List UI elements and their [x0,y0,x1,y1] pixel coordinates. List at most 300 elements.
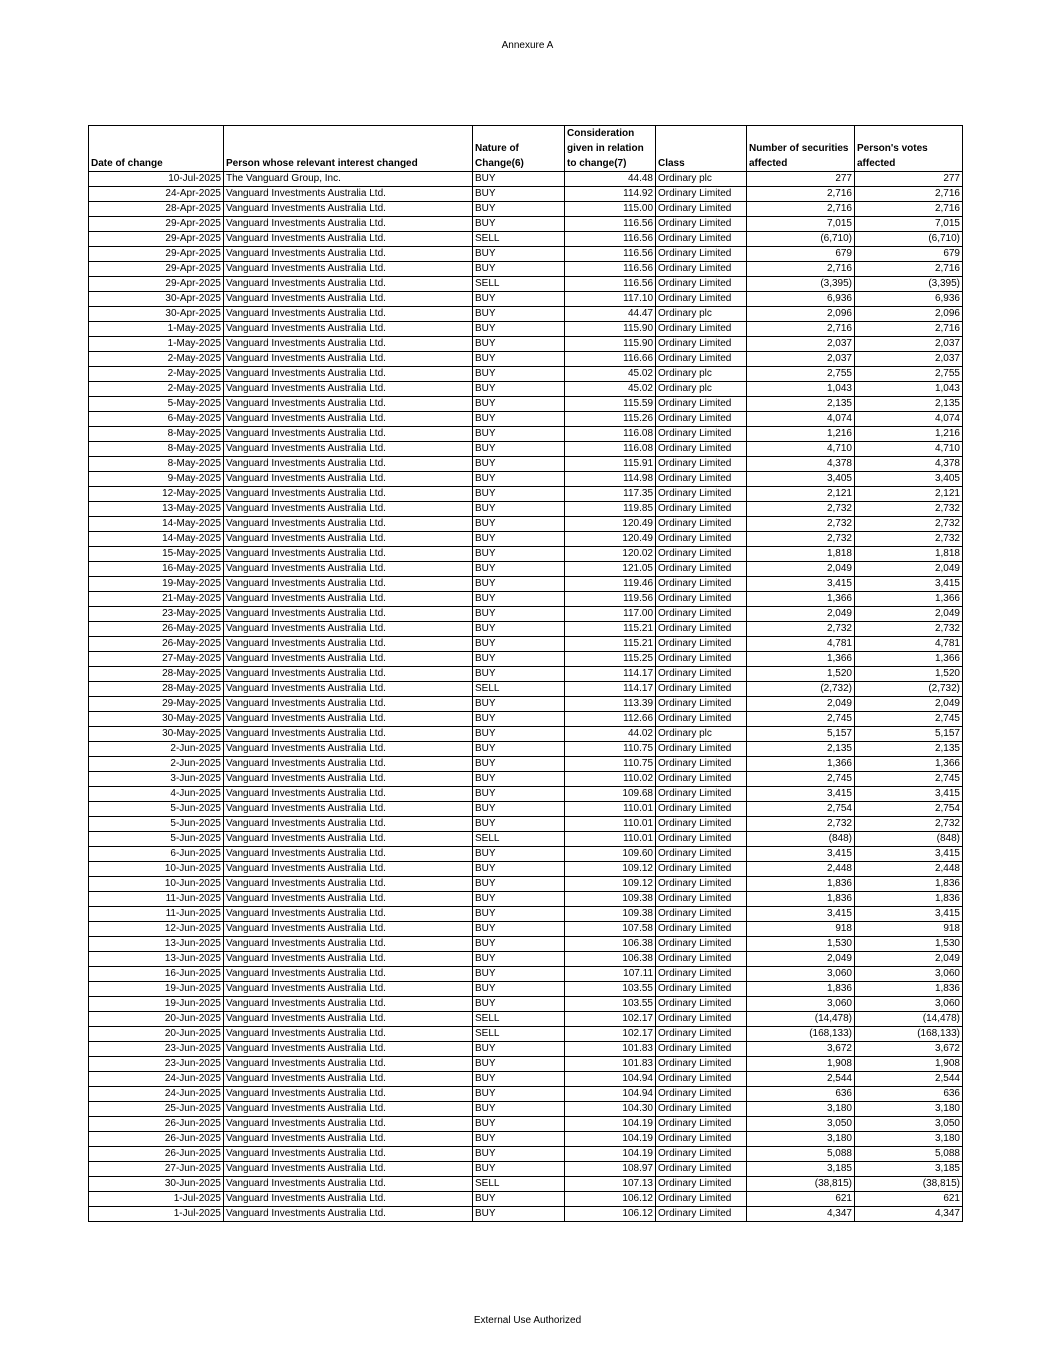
table-row [89,472,963,487]
nature-cell: BUY [473,307,565,322]
table-row [89,517,963,532]
votes-cell: 2,716 [855,202,963,217]
securities-cell: 1,366 [747,592,855,607]
table-row [89,577,963,592]
consideration-cell: 110.01 [565,802,656,817]
votes-cell: 2,716 [855,187,963,202]
nature-cell: SELL [473,1027,565,1042]
nature-cell: BUY [473,742,565,757]
person-cell: Vanguard Investments Australia Ltd. [224,442,473,457]
date-cell: 30-Apr-2025 [89,307,224,322]
person-cell: Vanguard Investments Australia Ltd. [224,862,473,877]
consideration-cell: 112.66 [565,712,656,727]
votes-cell: 1,836 [855,982,963,997]
person-cell: Vanguard Investments Australia Ltd. [224,712,473,727]
person-cell: Vanguard Investments Australia Ltd. [224,1057,473,1072]
nature-cell: BUY [473,907,565,922]
class-cell: Ordinary Limited [656,997,747,1012]
consideration-cell: 106.38 [565,937,656,952]
consideration-cell: 114.98 [565,472,656,487]
votes-cell: 2,135 [855,397,963,412]
votes-cell: 3,180 [855,1132,963,1147]
consideration-cell: 106.12 [565,1207,656,1222]
votes-cell: 1,520 [855,667,963,682]
class-cell: Ordinary Limited [656,322,747,337]
nature-cell: BUY [473,1207,565,1222]
class-cell: Ordinary Limited [656,547,747,562]
consideration-cell: 114.17 [565,667,656,682]
class-cell: Ordinary Limited [656,622,747,637]
securities-cell: 2,745 [747,772,855,787]
securities-cell: 2,732 [747,817,855,832]
class-cell: Ordinary Limited [656,907,747,922]
table-row [89,322,963,337]
person-cell: Vanguard Investments Australia Ltd. [224,1147,473,1162]
date-cell: 30-May-2025 [89,712,224,727]
consideration-cell: 103.55 [565,982,656,997]
consideration-cell: 115.25 [565,652,656,667]
class-cell: Ordinary Limited [656,817,747,832]
person-cell: Vanguard Investments Australia Ltd. [224,457,473,472]
votes-cell: 2,732 [855,502,963,517]
securities-cell: 918 [747,922,855,937]
nature-cell: BUY [473,292,565,307]
class-cell: Ordinary Limited [656,652,747,667]
votes-cell: 3,050 [855,1117,963,1132]
nature-cell: BUY [473,217,565,232]
votes-cell: 1,043 [855,382,963,397]
date-cell: 16-May-2025 [89,562,224,577]
table-row [89,712,963,727]
column-header-person: Person whose relevant interest changed [224,126,473,172]
votes-cell: 5,088 [855,1147,963,1162]
securities-cell: (14,478) [747,1012,855,1027]
class-cell: Ordinary Limited [656,607,747,622]
votes-cell: 4,781 [855,637,963,652]
securities-cell: 621 [747,1192,855,1207]
person-cell: Vanguard Investments Australia Ltd. [224,412,473,427]
person-cell: Vanguard Investments Australia Ltd. [224,952,473,967]
date-cell: 15-May-2025 [89,547,224,562]
table-row [89,1072,963,1087]
person-cell: Vanguard Investments Australia Ltd. [224,697,473,712]
table-row [89,772,963,787]
securities-cell: 3,050 [747,1117,855,1132]
nature-cell: BUY [473,847,565,862]
date-cell: 10-Jun-2025 [89,877,224,892]
person-cell: Vanguard Investments Australia Ltd. [224,397,473,412]
consideration-cell: 115.91 [565,457,656,472]
nature-cell: BUY [473,622,565,637]
securities-cell: 1,366 [747,757,855,772]
table-body [89,172,963,1222]
nature-cell: BUY [473,1162,565,1177]
person-cell: Vanguard Investments Australia Ltd. [224,487,473,502]
consideration-cell: 102.17 [565,1012,656,1027]
class-cell: Ordinary Limited [656,232,747,247]
securities-cell: 2,049 [747,562,855,577]
nature-cell: SELL [473,232,565,247]
person-cell: Vanguard Investments Australia Ltd. [224,427,473,442]
person-cell: Vanguard Investments Australia Ltd. [224,217,473,232]
date-cell: 27-Jun-2025 [89,1162,224,1177]
person-cell: Vanguard Investments Australia Ltd. [224,187,473,202]
class-cell: Ordinary Limited [656,397,747,412]
nature-cell: BUY [473,667,565,682]
securities-cell: 3,415 [747,907,855,922]
consideration-cell: 110.75 [565,742,656,757]
table-row [89,697,963,712]
securities-cell: 2,096 [747,307,855,322]
class-cell: Ordinary Limited [656,352,747,367]
table-row [89,952,963,967]
date-cell: 29-Apr-2025 [89,247,224,262]
consideration-cell: 120.49 [565,532,656,547]
date-cell: 5-Jun-2025 [89,817,224,832]
table-row [89,1027,963,1042]
date-cell: 10-Jun-2025 [89,862,224,877]
class-cell: Ordinary plc [656,172,747,187]
class-cell: Ordinary Limited [656,1057,747,1072]
person-cell: Vanguard Investments Australia Ltd. [224,757,473,772]
votes-cell: 1,366 [855,757,963,772]
consideration-cell: 104.19 [565,1132,656,1147]
securities-cell: (6,710) [747,232,855,247]
securities-cell: 2,716 [747,262,855,277]
nature-cell: BUY [473,427,565,442]
date-cell: 23-May-2025 [89,607,224,622]
table-row [89,412,963,427]
consideration-cell: 109.68 [565,787,656,802]
consideration-cell: 101.83 [565,1057,656,1072]
column-header-votes: Person's votes affected [855,126,963,172]
date-cell: 6-Jun-2025 [89,847,224,862]
date-cell: 6-May-2025 [89,412,224,427]
class-cell: Ordinary Limited [656,247,747,262]
table-row [89,922,963,937]
date-cell: 16-Jun-2025 [89,967,224,982]
consideration-cell: 106.12 [565,1192,656,1207]
votes-cell: 918 [855,922,963,937]
class-cell: Ordinary Limited [656,202,747,217]
securities-cell: 277 [747,172,855,187]
votes-cell: (14,478) [855,1012,963,1027]
consideration-cell: 104.30 [565,1102,656,1117]
votes-cell: 1,366 [855,592,963,607]
date-cell: 9-May-2025 [89,472,224,487]
class-cell: Ordinary Limited [656,847,747,862]
person-cell: Vanguard Investments Australia Ltd. [224,592,473,607]
consideration-cell: 121.05 [565,562,656,577]
person-cell: Vanguard Investments Australia Ltd. [224,997,473,1012]
person-cell: Vanguard Investments Australia Ltd. [224,1087,473,1102]
person-cell: Vanguard Investments Australia Ltd. [224,847,473,862]
table-row [89,502,963,517]
person-cell: Vanguard Investments Australia Ltd. [224,622,473,637]
table-row [89,202,963,217]
table-row [89,262,963,277]
date-cell: 5-Jun-2025 [89,802,224,817]
votes-cell: 3,060 [855,997,963,1012]
table-row [89,877,963,892]
securities-cell: 1,836 [747,877,855,892]
votes-cell: 2,121 [855,487,963,502]
class-cell: Ordinary Limited [656,772,747,787]
class-cell: Ordinary Limited [656,802,747,817]
nature-cell: BUY [473,562,565,577]
consideration-cell: 104.94 [565,1072,656,1087]
person-cell: Vanguard Investments Australia Ltd. [224,307,473,322]
date-cell: 14-May-2025 [89,532,224,547]
securities-cell: 2,716 [747,202,855,217]
nature-cell: SELL [473,277,565,292]
class-cell: Ordinary Limited [656,592,747,607]
consideration-cell: 114.92 [565,187,656,202]
votes-cell: 1,366 [855,652,963,667]
securities-cell: 2,755 [747,367,855,382]
nature-cell: BUY [473,322,565,337]
class-cell: Ordinary plc [656,727,747,742]
table-row [89,1162,963,1177]
securities-cell: 2,037 [747,337,855,352]
securities-cell: 1,366 [747,652,855,667]
securities-cell: 1,216 [747,427,855,442]
person-cell: Vanguard Investments Australia Ltd. [224,337,473,352]
date-cell: 11-Jun-2025 [89,892,224,907]
securities-cell: 636 [747,1087,855,1102]
class-cell: Ordinary Limited [656,1177,747,1192]
nature-cell: SELL [473,1012,565,1027]
date-cell: 10-Jul-2025 [89,172,224,187]
consideration-cell: 44.02 [565,727,656,742]
nature-cell: BUY [473,1192,565,1207]
consideration-cell: 116.56 [565,262,656,277]
person-cell: Vanguard Investments Australia Ltd. [224,202,473,217]
securities-cell: 2,732 [747,622,855,637]
votes-cell: 2,716 [855,262,963,277]
securities-cell: 2,716 [747,187,855,202]
date-cell: 1-May-2025 [89,337,224,352]
class-cell: Ordinary Limited [656,187,747,202]
date-cell: 27-May-2025 [89,652,224,667]
securities-cell: 2,732 [747,517,855,532]
table-row [89,967,963,982]
votes-cell: 2,544 [855,1072,963,1087]
table-row [89,232,963,247]
class-cell: Ordinary Limited [656,1102,747,1117]
nature-cell: BUY [473,1087,565,1102]
votes-cell: 2,049 [855,952,963,967]
date-cell: 2-Jun-2025 [89,742,224,757]
class-cell: Ordinary Limited [656,832,747,847]
date-cell: 14-May-2025 [89,517,224,532]
votes-cell: 4,074 [855,412,963,427]
nature-cell: BUY [473,172,565,187]
person-cell: Vanguard Investments Australia Ltd. [224,1072,473,1087]
table-row [89,217,963,232]
nature-cell: BUY [473,352,565,367]
date-cell: 2-May-2025 [89,382,224,397]
class-cell: Ordinary Limited [656,217,747,232]
consideration-cell: 117.00 [565,607,656,622]
class-cell: Ordinary Limited [656,262,747,277]
date-cell: 13-Jun-2025 [89,952,224,967]
nature-cell: BUY [473,457,565,472]
nature-cell: BUY [473,397,565,412]
votes-cell: 1,216 [855,427,963,442]
date-cell: 19-May-2025 [89,577,224,592]
date-cell: 28-May-2025 [89,682,224,697]
person-cell: Vanguard Investments Australia Ltd. [224,472,473,487]
nature-cell: BUY [473,337,565,352]
person-cell: Vanguard Investments Australia Ltd. [224,352,473,367]
votes-cell: (38,815) [855,1177,963,1192]
class-cell: Ordinary Limited [656,337,747,352]
class-cell: Ordinary Limited [656,1147,747,1162]
votes-cell: (2,732) [855,682,963,697]
consideration-cell: 107.11 [565,967,656,982]
nature-cell: BUY [473,787,565,802]
table-row [89,592,963,607]
table-row [89,727,963,742]
nature-cell: BUY [473,862,565,877]
securities-cell: 3,180 [747,1102,855,1117]
date-cell: 5-May-2025 [89,397,224,412]
securities-cell: (848) [747,832,855,847]
securities-cell: 4,781 [747,637,855,652]
class-cell: Ordinary plc [656,307,747,322]
class-cell: Ordinary Limited [656,1027,747,1042]
nature-cell: BUY [473,367,565,382]
securities-cell: 2,544 [747,1072,855,1087]
securities-cell: 3,405 [747,472,855,487]
class-cell: Ordinary Limited [656,577,747,592]
securities-cell: (3,395) [747,277,855,292]
securities-cell: 2,049 [747,697,855,712]
consideration-cell: 117.10 [565,292,656,307]
date-cell: 13-Jun-2025 [89,937,224,952]
votes-cell: 2,096 [855,307,963,322]
table-row [89,1087,963,1102]
nature-cell: BUY [473,982,565,997]
votes-cell: 2,037 [855,337,963,352]
securities-cell: 1,043 [747,382,855,397]
votes-cell: 2,049 [855,607,963,622]
securities-cell: (2,732) [747,682,855,697]
table-row [89,382,963,397]
votes-cell: 3,415 [855,847,963,862]
person-cell: Vanguard Investments Australia Ltd. [224,502,473,517]
votes-cell: 2,732 [855,817,963,832]
consideration-cell: 101.83 [565,1042,656,1057]
securities-cell: 2,121 [747,487,855,502]
class-cell: Ordinary Limited [656,1087,747,1102]
person-cell: Vanguard Investments Australia Ltd. [224,1192,473,1207]
nature-cell: BUY [473,952,565,967]
consideration-cell: 44.48 [565,172,656,187]
date-cell: 29-May-2025 [89,697,224,712]
consideration-cell: 116.56 [565,232,656,247]
person-cell: Vanguard Investments Australia Ltd. [224,667,473,682]
person-cell: Vanguard Investments Australia Ltd. [224,232,473,247]
date-cell: 4-Jun-2025 [89,787,224,802]
securities-cell: 1,520 [747,667,855,682]
nature-cell: BUY [473,1132,565,1147]
person-cell: Vanguard Investments Australia Ltd. [224,832,473,847]
table-row [89,652,963,667]
votes-cell: 3,672 [855,1042,963,1057]
table-row [89,442,963,457]
class-cell: Ordinary Limited [656,1207,747,1222]
class-cell: Ordinary Limited [656,937,747,952]
votes-cell: 1,530 [855,937,963,952]
consideration-cell: 45.02 [565,367,656,382]
nature-cell: BUY [473,697,565,712]
consideration-cell: 115.21 [565,622,656,637]
securities-cell: 2,135 [747,397,855,412]
person-cell: Vanguard Investments Australia Ltd. [224,547,473,562]
person-cell: Vanguard Investments Australia Ltd. [224,802,473,817]
votes-cell: 2,448 [855,862,963,877]
votes-cell: 277 [855,172,963,187]
class-cell: Ordinary Limited [656,892,747,907]
nature-cell: BUY [473,1057,565,1072]
consideration-cell: 113.39 [565,697,656,712]
consideration-cell: 120.49 [565,517,656,532]
date-cell: 29-Apr-2025 [89,262,224,277]
date-cell: 26-Jun-2025 [89,1117,224,1132]
table-row [89,757,963,772]
person-cell: Vanguard Investments Australia Ltd. [224,982,473,997]
votes-cell: 1,818 [855,547,963,562]
votes-cell: (848) [855,832,963,847]
table-row [89,667,963,682]
securities-cell: 2,745 [747,712,855,727]
person-cell: Vanguard Investments Australia Ltd. [224,577,473,592]
date-cell: 1-Jul-2025 [89,1207,224,1222]
table-row [89,337,963,352]
date-cell: 23-Jun-2025 [89,1042,224,1057]
votes-cell: 2,049 [855,562,963,577]
votes-cell: 3,415 [855,577,963,592]
consideration-cell: 104.19 [565,1117,656,1132]
table-row [89,997,963,1012]
securities-cell: 3,060 [747,967,855,982]
class-cell: Ordinary Limited [656,487,747,502]
class-cell: Ordinary Limited [656,292,747,307]
consideration-cell: 120.02 [565,547,656,562]
class-cell: Ordinary Limited [656,862,747,877]
date-cell: 25-Jun-2025 [89,1102,224,1117]
table-row [89,172,963,187]
nature-cell: BUY [473,922,565,937]
table-row [89,1147,963,1162]
securities-cell: 5,088 [747,1147,855,1162]
consideration-cell: 44.47 [565,307,656,322]
person-cell: Vanguard Investments Australia Ltd. [224,967,473,982]
votes-cell: 3,415 [855,907,963,922]
securities-cell: 1,836 [747,892,855,907]
securities-cell: 1,908 [747,1057,855,1072]
table-row [89,832,963,847]
consideration-cell: 114.17 [565,682,656,697]
table-row [89,547,963,562]
class-cell: Ordinary Limited [656,922,747,937]
nature-cell: BUY [473,937,565,952]
votes-cell: 679 [855,247,963,262]
person-cell: Vanguard Investments Australia Ltd. [224,562,473,577]
consideration-cell: 109.38 [565,892,656,907]
